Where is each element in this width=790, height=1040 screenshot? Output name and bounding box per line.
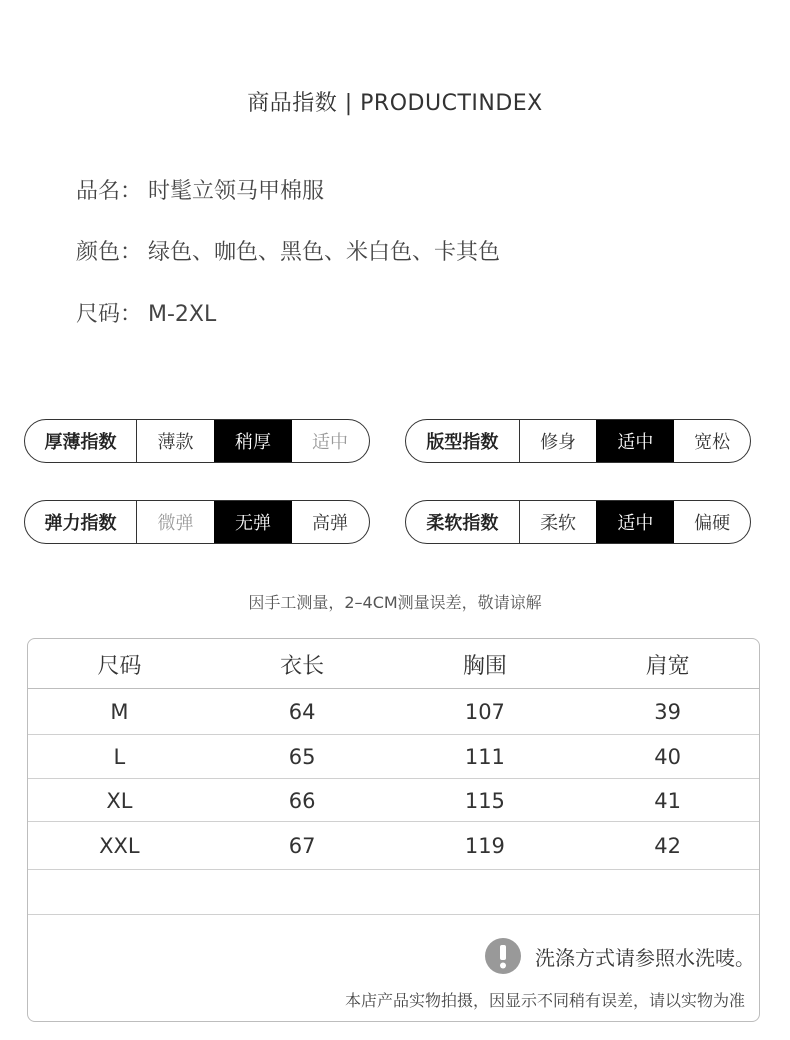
product-color-value: 绿色、咖色、黑色、米白色、卡其色 [148,240,501,265]
table-cell: 40 [654,745,681,769]
softness-index [405,500,751,544]
elasticity-option-slight: 微弹 [157,513,194,534]
product-size-value: M-2XL [148,302,217,327]
table-header-cell: 胸围 [462,653,507,679]
product-size-row [76,297,216,328]
table-cell: 119 [464,833,505,858]
table-cell: 64 [288,699,316,724]
table-cell: XL [106,788,133,813]
table-row [28,779,759,822]
table-cell: L [113,745,126,769]
table-divider [28,869,759,870]
softness-option-hard: 偏硬 [673,501,750,543]
table-row [28,735,759,779]
table-header-cell: 肩宽 [645,653,690,679]
fit-option-selected: 适中 [596,420,673,462]
table-header-cell: 衣长 [280,653,325,679]
thickness-index [24,419,370,463]
table-divider [28,914,759,915]
page-title: 商品指数 | PRODUCTINDEX [247,91,543,116]
measurement-note: 因手工测量，2–4CM测量误差，敬请谅解 [248,593,542,612]
product-name-row [76,174,324,205]
table-cell: 41 [654,788,681,813]
softness-option-soft: 柔软 [540,513,577,534]
table-header-row [28,639,759,689]
product-color-label: 颜色： [76,240,143,265]
table-row [28,689,759,734]
thickness-option-selected: 稍厚 [214,420,291,462]
wash-note [485,938,755,974]
table-cell: XXL [99,833,140,858]
table-cell: 111 [464,745,505,769]
fit-index-name: 版型指数 [406,420,520,462]
table-cell: 39 [654,699,681,724]
table-cell: M [110,699,129,724]
softness-index-name: 柔软指数 [406,501,520,543]
elasticity-option-high: 高弹 [291,501,368,543]
thickness-index-name: 厚薄指数 [25,420,137,462]
table-cell: 65 [288,745,316,769]
wash-note-text: 洗涤方式请参照水洗唛。 [535,945,755,970]
size-table [27,638,760,1022]
elasticity-index-name: 弹力指数 [25,501,137,543]
product-color-row [76,235,500,266]
disclaimer-text: 本店产品实物拍摄，因显示不同稍有误差，请以实物为准 [344,991,745,1010]
thickness-option-medium: 适中 [291,420,368,462]
product-size-label: 尺码： [76,302,143,327]
thickness-option-thin: 薄款 [157,432,194,453]
fit-index [405,419,751,463]
table-cell: 67 [288,833,316,858]
elasticity-option-selected: 无弹 [214,501,291,543]
exclamation-icon [485,938,521,974]
table-cell: 107 [464,699,505,724]
fit-option-slim: 修身 [540,432,577,453]
table-header-cell: 尺码 [97,653,142,679]
elasticity-index [24,500,370,544]
table-row [28,822,759,869]
table-cell: 66 [288,788,316,813]
table-cell: 42 [654,833,681,858]
table-cell: 115 [464,788,505,813]
product-name-value: 时髦立领马甲棉服 [148,179,325,204]
softness-option-selected: 适中 [596,501,673,543]
fit-option-loose: 宽松 [673,420,750,462]
product-name-label: 品名： [76,179,143,204]
